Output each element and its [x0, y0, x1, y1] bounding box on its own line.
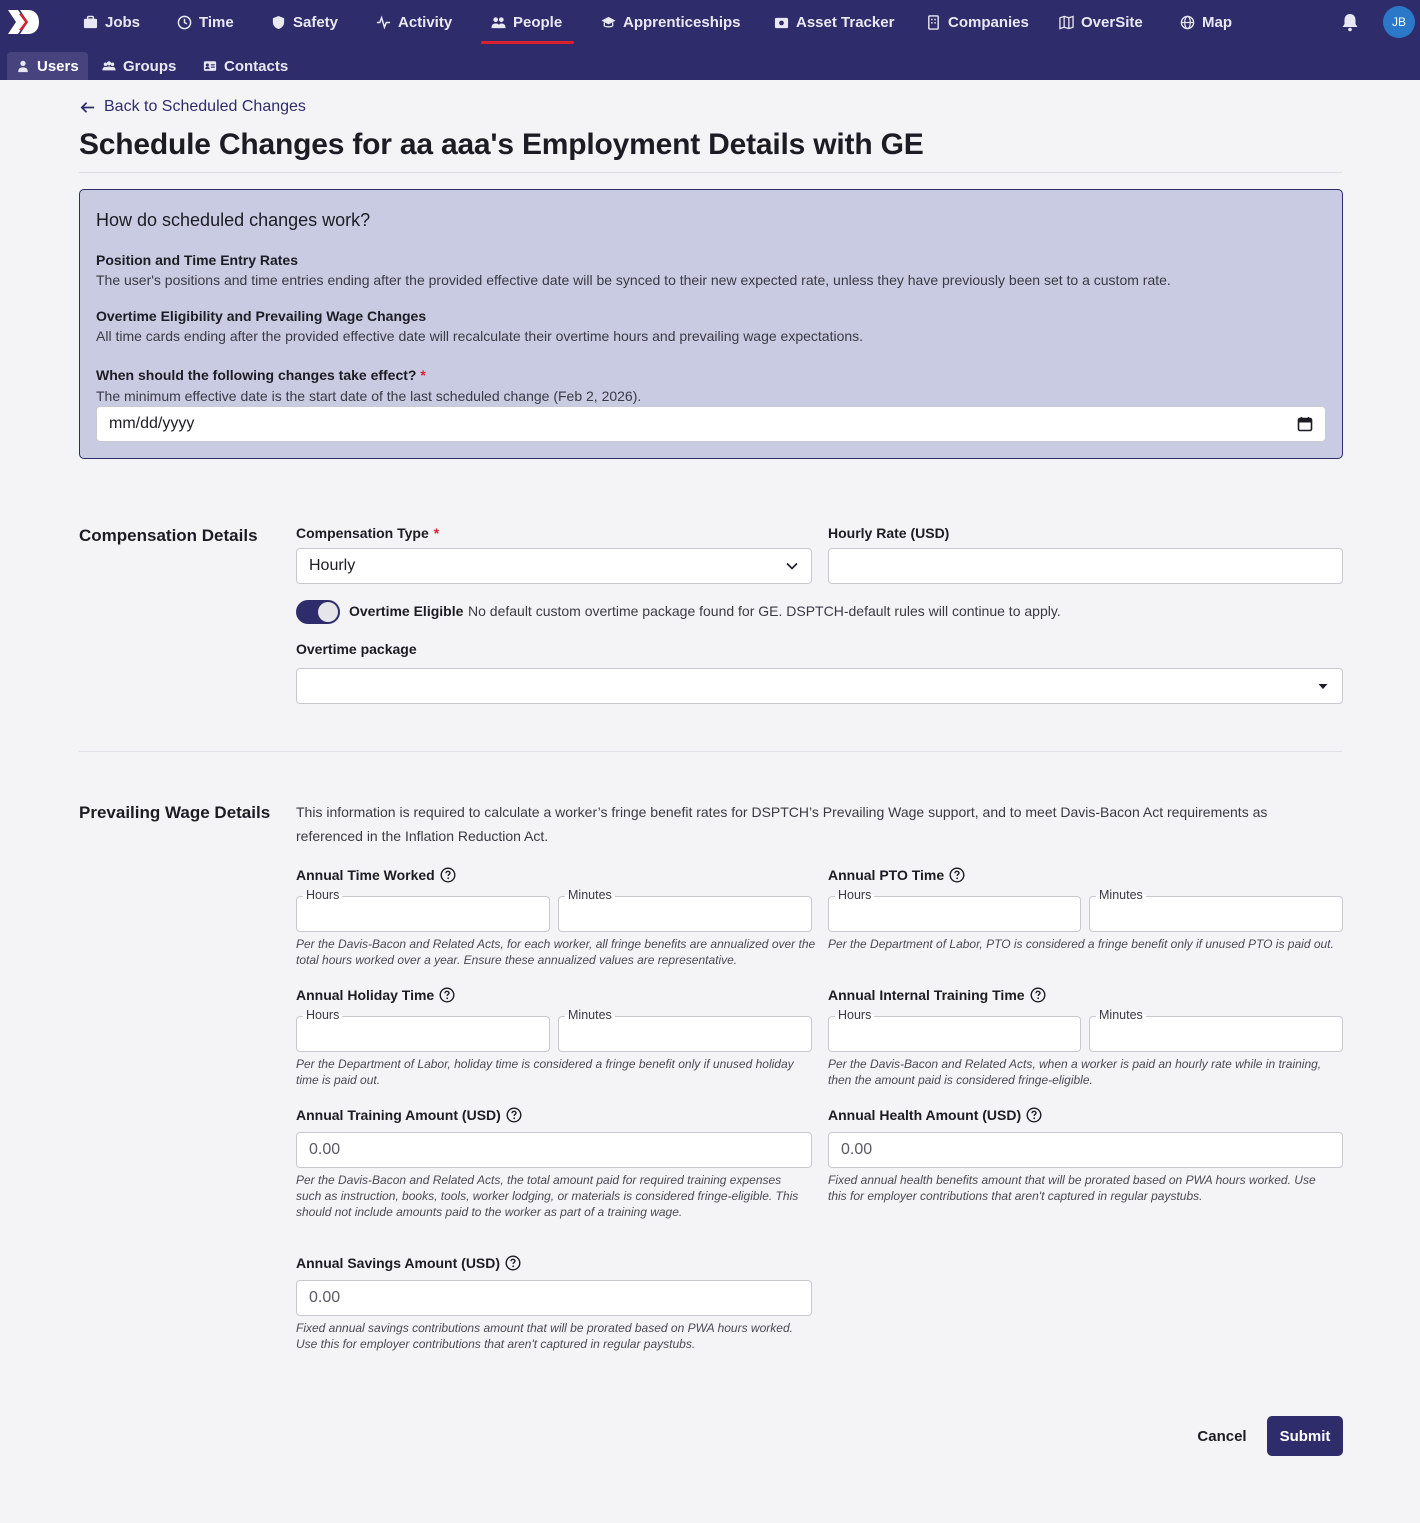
effective-date-input[interactable]: mm/dd/yyyy	[96, 406, 1326, 442]
help-icon[interactable]	[440, 867, 456, 883]
annual-internal-training-time-help: Per the Davis-Bacon and Related Acts, when a worker is paid an hourly rate while in training, then the amount paid is considered fringe-eligible.	[828, 1057, 1322, 1087]
annual-savings-amount-input[interactable]: 0.00	[296, 1280, 812, 1316]
info-heading-overtime: Overtime Eligibility and Prevailing Wage Changes	[96, 308, 427, 324]
dsptch-logo-icon[interactable]	[6, 8, 40, 36]
notifications-bell-icon[interactable]	[1340, 12, 1360, 32]
title-divider	[79, 172, 1342, 173]
compensation-type-select[interactable]: Hourly	[296, 548, 812, 584]
info-heading-rates: Position and Time Entry Rates	[96, 252, 299, 268]
info-text-overtime: All time cards ending after the provided effective date will recalculate their overtime hours and prevailing wage expectations.	[96, 328, 864, 344]
annual-time-worked-label: Annual Time Worked	[296, 867, 456, 883]
annual-time-worked-help: Per the Davis-Bacon and Related Acts, for each worker, all fringe benefits are annualized over the total hours worked over a year. Ensure these annualized values are representative.	[296, 937, 816, 967]
chevron-down-icon	[785, 559, 799, 573]
contact-card-icon	[203, 59, 217, 73]
compensation-section-title: Compensation Details	[79, 526, 258, 545]
nav-item-time[interactable]: Time	[177, 0, 234, 44]
pulse-icon	[376, 15, 391, 30]
annual-health-amount-help: Fixed annual health benefits amount that will be prorated based on PWA hours worked. Use this for employer contributions that aren't captured in regular paystubs.	[828, 1173, 1316, 1203]
help-icon[interactable]	[1026, 1107, 1042, 1123]
user-avatar[interactable]: JB	[1383, 6, 1415, 38]
briefcase-icon	[83, 15, 98, 30]
compensation-type-label: Compensation Type *	[296, 525, 440, 541]
annual-pto-time-help: Per the Department of Labor, PTO is considered a fringe benefit only if unused PTO is paid out.	[828, 937, 1334, 951]
annual-internal-training-hours-input[interactable]: Hours	[828, 1016, 1081, 1052]
overtime-package-label: Overtime package	[296, 641, 417, 657]
required-mark: *	[420, 367, 426, 383]
building-icon	[926, 15, 941, 30]
info-text-rates: The user's positions and time entries ending after the provided effective date will be synced to their new expected rate, unless they have previously been set to a custom rate.	[96, 272, 1171, 288]
annual-health-amount-input[interactable]: 0.00	[828, 1132, 1343, 1168]
annual-pto-time-label: Annual PTO Time	[828, 867, 965, 883]
help-icon[interactable]	[506, 1107, 522, 1123]
toggle-knob	[318, 602, 338, 622]
annual-holiday-minutes-input[interactable]: Minutes	[558, 1016, 812, 1052]
shield-icon	[271, 15, 286, 30]
clock-icon	[177, 15, 192, 30]
annual-pto-hours-input[interactable]: Hours	[828, 896, 1081, 932]
annual-savings-amount-help: Fixed annual savings contributions amount that will be prorated based on PWA hours worked. Use this for employer contributions that aren't captured in regular paystubs.	[296, 1321, 793, 1351]
overtime-eligible-note: No default custom overtime package found for GE. DSPTCH-default rules will continue to apply.	[468, 603, 1061, 619]
annual-holiday-hours-input[interactable]: Hours	[296, 1016, 550, 1052]
camera-box-icon	[774, 15, 789, 30]
annual-holiday-time-label: Annual Holiday Time	[296, 987, 455, 1003]
annual-internal-training-minutes-input[interactable]: Minutes	[1089, 1016, 1343, 1052]
submit-button[interactable]: Submit	[1267, 1416, 1343, 1456]
top-navigation-bar	[0, 0, 1420, 80]
user-icon	[16, 59, 30, 73]
people-icon	[491, 15, 506, 30]
cancel-button[interactable]: Cancel	[1186, 1416, 1258, 1456]
annual-savings-amount-label: Annual Savings Amount (USD)	[296, 1255, 521, 1271]
nav-item-activity[interactable]: Activity	[376, 0, 452, 44]
page-title: Schedule Changes for aa aaa's Employment Details with GE	[79, 128, 924, 161]
back-to-scheduled-changes-link[interactable]: Back to Scheduled Changes	[79, 98, 306, 116]
annual-internal-training-time-label: Annual Internal Training Time	[828, 987, 1046, 1003]
arrow-left-icon	[79, 99, 96, 116]
nav-item-map[interactable]: Map	[1180, 0, 1232, 44]
subnav-item-users[interactable]: Users	[7, 52, 88, 80]
annual-pto-minutes-input[interactable]: Minutes	[1089, 896, 1343, 932]
info-title: How do scheduled changes work?	[96, 210, 371, 230]
overtime-eligible-toggle[interactable]	[296, 600, 340, 624]
nav-item-companies[interactable]: Companies	[926, 0, 1029, 44]
overtime-package-select[interactable]	[296, 668, 1343, 704]
hourly-rate-label: Hourly Rate (USD)	[828, 525, 950, 541]
help-icon[interactable]	[949, 867, 965, 883]
annual-holiday-time-help: Per the Department of Labor, holiday time is considered a fringe benefit only if unused holiday time is paid out.	[296, 1057, 794, 1087]
nav-item-people[interactable]: People	[491, 0, 562, 44]
nav-item-asset-tracker[interactable]: Asset Tracker	[774, 0, 894, 44]
annual-training-amount-input[interactable]: 0.00	[296, 1132, 812, 1168]
globe-icon	[1180, 15, 1195, 30]
required-mark: *	[433, 525, 440, 541]
group-icon	[102, 59, 116, 73]
annual-health-amount-label: Annual Health Amount (USD)	[828, 1107, 1042, 1123]
subnav-item-contacts[interactable]: Contacts	[194, 52, 297, 80]
annual-training-amount-help: Per the Davis-Bacon and Related Acts, the total amount paid for required training expenses such as instruction, books, tools, worker lodging, or materials is considered fringe-eligible. This should not include amounts paid to the worker as part of a training wage.	[296, 1173, 799, 1219]
scheduled-changes-info-box	[79, 189, 1343, 459]
section-divider	[79, 751, 1342, 752]
map-fold-icon	[1059, 15, 1074, 30]
annual-time-worked-minutes-input[interactable]: Minutes	[558, 896, 812, 932]
subnav-item-groups[interactable]: Groups	[93, 52, 185, 80]
nav-item-jobs[interactable]: Jobs	[83, 0, 140, 44]
nav-item-apprenticeships[interactable]: Apprenticeships	[601, 0, 741, 44]
hourly-rate-input[interactable]	[828, 548, 1343, 584]
prevailing-wage-section-title: Prevailing Wage Details	[79, 803, 271, 822]
nav-item-safety[interactable]: Safety	[271, 0, 338, 44]
help-icon[interactable]	[505, 1255, 521, 1271]
help-icon[interactable]	[439, 987, 455, 1003]
nav-item-oversite[interactable]: OverSite	[1059, 0, 1143, 44]
calendar-icon[interactable]	[1297, 416, 1313, 432]
overtime-eligible-label: Overtime Eligible	[349, 603, 464, 619]
caret-down-icon	[1316, 679, 1330, 693]
prevailing-wage-intro: This information is required to calculate a worker’s fringe benefit rates for DSPTCH’s Prevailing Wage support, and to meet Davis-Bacon Act requirements as referenced in the Inflation Reduction Act.	[296, 804, 1268, 844]
effective-date-label: When should the following changes take effect? *	[96, 367, 426, 383]
annual-training-amount-label: Annual Training Amount (USD)	[296, 1107, 522, 1123]
annual-time-worked-hours-input[interactable]: Hours	[296, 896, 550, 932]
graduation-cap-icon	[601, 15, 616, 30]
effective-date-note: The minimum effective date is the start date of the last scheduled change (Feb 2, 2026).	[96, 388, 642, 404]
help-icon[interactable]	[1030, 987, 1046, 1003]
